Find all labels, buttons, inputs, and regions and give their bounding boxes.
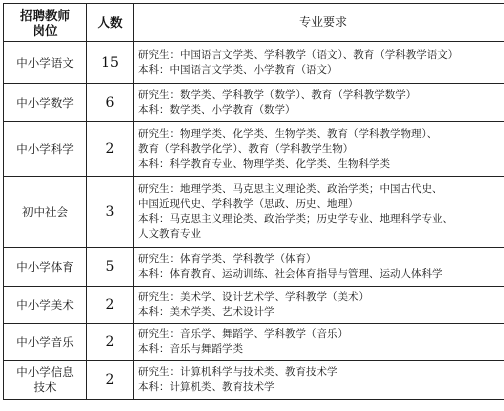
table-row [4,248,504,287]
table-row [4,361,504,400]
count-cell: 3 [87,177,134,248]
requirement-line: 研究生：地理学类、马克思主义理论类、政治学类；中国古代史、 [138,183,443,195]
requirement-line: 本科：科学教育专业、物理学类、化学类、生物科学类 [138,157,390,170]
position-line: 技术 [33,380,57,394]
header-position-line: 岗位 [32,22,58,38]
count-cell: 5 [87,248,134,287]
requirement-line: 人文教育专业 [138,228,201,240]
table-row [4,287,504,324]
requirement-line: 本科：美术学类、艺术设计学 [138,306,275,318]
requirements-cell [134,122,504,177]
position-cell [4,287,87,324]
position-cell [4,177,87,248]
requirements-cell [134,324,504,361]
table-row [4,84,504,122]
recruitment-table [3,3,504,400]
table-row [4,177,504,248]
table-row [4,42,504,84]
requirements-cell [134,177,504,248]
position-cell [4,42,87,84]
requirement-line: 本科：体育教育、运动训练、社会体育指导与管理、运动人体科学 [138,268,443,280]
requirements-cell [134,84,504,122]
position-line: 初中社会 [22,205,68,219]
requirement-line: 本科：数学类、小学教育（数学） [138,103,296,116]
position-line: 中小学信息 [16,365,74,379]
requirement-line: 研究生：美术学、设计艺术学、学科教学（美术） [138,291,369,303]
requirement-line: 研究生：中国语言文学类、学科教学（语文）、教育（学科教学语文） [138,48,459,61]
count-cell: 2 [87,361,134,400]
requirement-line: 本科：计算机类、教育技术学 [138,381,275,393]
position-cell [4,84,87,122]
requirements-cell [134,287,504,324]
requirements-cell [134,361,504,400]
position-line: 中小学美术 [16,298,74,312]
requirements-cell [134,42,504,84]
header-requirements: 专业要求 [134,4,504,42]
count-cell: 2 [87,287,134,324]
requirement-line: 研究生：计算机科学与技术类、教育技术学 [138,366,338,378]
header-row [4,4,504,42]
header-position [4,4,87,42]
position-cell [4,122,87,177]
position-line: 中小学体育 [16,260,74,274]
table-row [4,122,504,177]
requirement-line: 本科：音乐与舞蹈学类 [138,343,243,355]
requirement-line: 本科：中国语言文学类、小学教育（语文） [138,63,338,76]
requirement-line: 研究生：物理学类、化学类、生物学类、教育（学科教学物理）、 [138,127,438,140]
count-cell: 6 [87,84,134,122]
requirement-line: 研究生：音乐学、舞蹈学、学科教学（音乐） [138,328,348,340]
requirements-cell [134,248,504,287]
requirement-line: 教育（学科教学化学）、教育（学科教学生物） [138,142,354,155]
table-row [4,324,504,361]
position-cell [4,361,87,400]
requirement-line: 中国近现代史、学科教学（思政、历史、地理） [138,198,359,210]
header-position-line: 招聘教师 [19,7,70,23]
position-cell [4,324,87,361]
position-line: 中小学科学 [16,142,74,156]
header-count: 人数 [87,4,134,42]
position-line: 中小学音乐 [16,335,74,349]
count-cell: 2 [87,324,134,361]
count-cell: 15 [87,42,134,84]
position-line: 中小学数学 [16,95,74,110]
requirement-line: 研究生：体育学类、学科教学（体育） [138,253,317,265]
requirement-line: 本科：马克思主义理论类、政治学类；历史学专业、地理科学专业、 [138,213,453,225]
position-cell [4,248,87,287]
count-cell: 2 [87,122,134,177]
position-line: 中小学语文 [16,55,74,70]
requirement-line: 研究生：数学类、学科教学（数学）、教育（学科教学数学） [138,88,417,101]
